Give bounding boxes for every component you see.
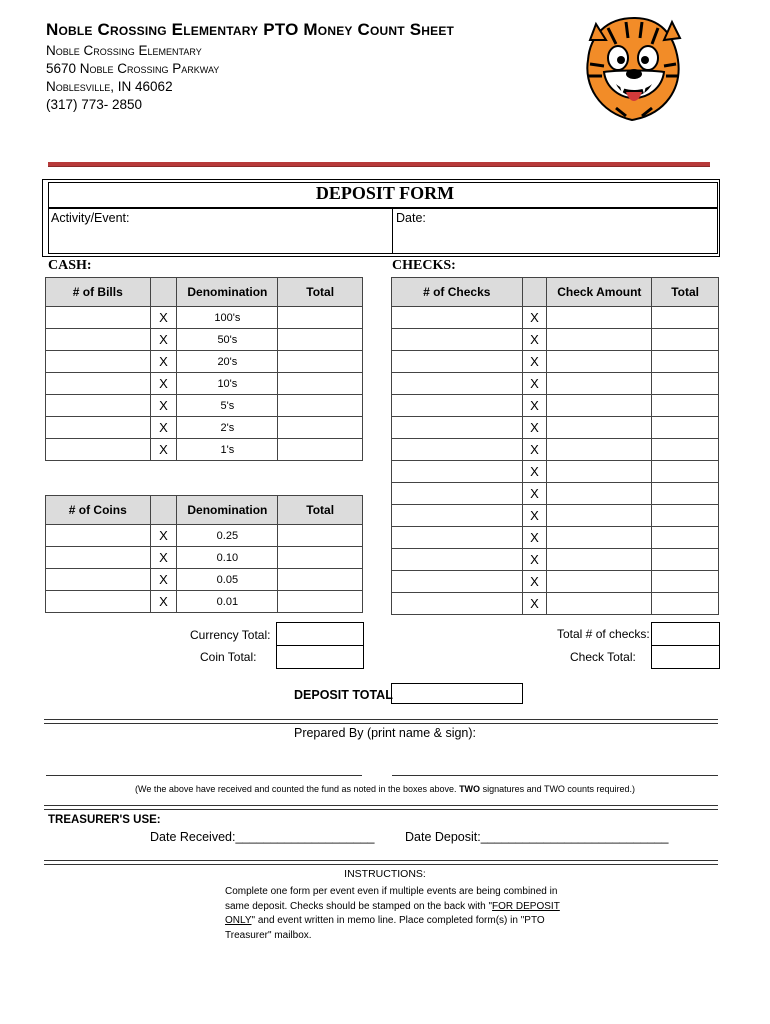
- checks-total-cell[interactable]: [652, 505, 719, 527]
- bills-count-cell[interactable]: [46, 307, 151, 329]
- bills-count-cell[interactable]: [46, 395, 151, 417]
- activity-event-field[interactable]: Activity/Event:: [51, 211, 130, 225]
- deposit-total-label: DEPOSIT TOTAL: [294, 688, 393, 702]
- checks-count-cell[interactable]: [392, 395, 523, 417]
- bills-count-cell[interactable]: [46, 373, 151, 395]
- check-amount-cell[interactable]: [547, 395, 652, 417]
- checks-row: [392, 439, 719, 461]
- bills-denomination-header: Denomination: [177, 278, 278, 307]
- bills-denomination: 100's: [177, 307, 278, 329]
- bills-row: [46, 417, 363, 439]
- bills-x-header: [150, 278, 177, 307]
- checks-row: [392, 505, 719, 527]
- date-field[interactable]: Date:: [396, 211, 426, 225]
- signature-note-end: signatures and TWO counts required.): [480, 784, 635, 794]
- coins-row: [46, 591, 363, 613]
- bills-row: [46, 329, 363, 351]
- checks-total-cell[interactable]: [652, 417, 719, 439]
- checks-total-cell[interactable]: [652, 395, 719, 417]
- activity-date-row: [48, 208, 718, 254]
- check-amount-cell[interactable]: [547, 417, 652, 439]
- bills-total-cell[interactable]: [278, 417, 363, 439]
- bills-x-mark: X: [150, 351, 177, 373]
- check-amount-cell[interactable]: [547, 571, 652, 593]
- checks-count-cell[interactable]: [392, 483, 523, 505]
- checks-row: [392, 571, 719, 593]
- coin-total-label: Coin Total:: [200, 650, 257, 664]
- signature-note-bold: TWO: [459, 784, 481, 794]
- checks-x-mark: X: [522, 527, 547, 549]
- coins-x-header: [150, 496, 177, 525]
- instructions-heading: INSTRUCTIONS:: [344, 868, 426, 880]
- instructions-divider: [44, 860, 718, 865]
- tiger-mascot-logo: [576, 14, 692, 126]
- checks-total-cell[interactable]: [652, 461, 719, 483]
- check-amount-cell[interactable]: [547, 527, 652, 549]
- coins-x-mark: X: [150, 591, 177, 613]
- treasurer-divider: [44, 805, 718, 810]
- school-city: Noblesville, IN 46062: [46, 79, 173, 94]
- coin-total-box[interactable]: [276, 645, 364, 669]
- checks-x-mark: X: [522, 571, 547, 593]
- deposit-form-title: DEPOSIT FORM: [315, 183, 455, 203]
- date-deposit-field[interactable]: Date Deposit:___________________________: [405, 830, 669, 844]
- bills-total-cell[interactable]: [278, 373, 363, 395]
- checks-count-header: # of Checks: [392, 278, 523, 307]
- checks-count-cell[interactable]: [392, 307, 523, 329]
- checks-count-cell[interactable]: [392, 571, 523, 593]
- school-street: 5670 Noble Crossing Parkway: [46, 61, 220, 76]
- checks-count-cell[interactable]: [392, 505, 523, 527]
- prepared-divider: [44, 719, 718, 724]
- signature-note: [0, 784, 770, 794]
- cash-heading: CASH:: [48, 258, 92, 273]
- bills-total-header: Total: [278, 278, 363, 307]
- checks-row: [392, 373, 719, 395]
- coins-x-mark: X: [150, 525, 177, 547]
- coins-denomination: 0.25: [177, 525, 278, 547]
- bills-count-header: # of Bills: [46, 278, 151, 307]
- signature-note-start: (We the above have received and counted the fund as noted in the boxes above.: [135, 784, 460, 794]
- bills-count-cell[interactable]: [46, 351, 151, 373]
- deposit-total-box[interactable]: [391, 683, 523, 704]
- bills-denomination: 1's: [177, 439, 278, 461]
- checks-count-cell[interactable]: [392, 527, 523, 549]
- checks-x-mark: X: [522, 307, 547, 329]
- check-amount-cell[interactable]: [547, 593, 652, 615]
- bills-count-cell[interactable]: [46, 329, 151, 351]
- coins-row: [46, 569, 363, 591]
- checks-count-cell[interactable]: [392, 593, 523, 615]
- instructions-underlined: FOR DEPOSIT ONLY: [225, 900, 560, 926]
- currency-total-box[interactable]: [276, 622, 364, 646]
- checks-total-cell[interactable]: [652, 593, 719, 615]
- coins-x-mark: X: [150, 569, 177, 591]
- checks-count-cell[interactable]: [392, 373, 523, 395]
- checks-table: [391, 277, 719, 615]
- checks-row: [392, 307, 719, 329]
- check-amount-cell[interactable]: [547, 505, 652, 527]
- coins-x-mark: X: [150, 547, 177, 569]
- checks-row: [392, 329, 719, 351]
- checks-total-cell[interactable]: [652, 571, 719, 593]
- coins-denomination: 0.10: [177, 547, 278, 569]
- coins-total-cell[interactable]: [278, 591, 363, 613]
- coins-count-cell[interactable]: [46, 569, 151, 591]
- checks-x-header: [522, 278, 547, 307]
- school-phone: (317) 773- 2850: [46, 97, 143, 112]
- checks-row: [392, 483, 719, 505]
- checks-total-cell[interactable]: [652, 329, 719, 351]
- check-total-box[interactable]: [651, 645, 720, 669]
- checks-total-cell[interactable]: [652, 307, 719, 329]
- bills-count-cell[interactable]: [46, 417, 151, 439]
- treasurer-heading: TREASURER'S USE:: [48, 814, 161, 826]
- check-amount-cell[interactable]: [547, 461, 652, 483]
- checks-count-cell[interactable]: [392, 329, 523, 351]
- bills-denomination: 10's: [177, 373, 278, 395]
- date-received-field[interactable]: Date Received:____________________: [150, 830, 375, 844]
- header-rule: [48, 162, 710, 167]
- checks-row: [392, 395, 719, 417]
- coins-denomination: 0.05: [177, 569, 278, 591]
- signature-line-1[interactable]: [46, 775, 362, 776]
- total-checks-box[interactable]: [651, 622, 720, 646]
- bills-x-mark: X: [150, 439, 177, 461]
- checks-x-mark: X: [522, 505, 547, 527]
- checks-count-cell[interactable]: [392, 461, 523, 483]
- checks-x-mark: X: [522, 483, 547, 505]
- currency-total-label: Currency Total:: [190, 628, 271, 642]
- coins-count-cell[interactable]: [46, 591, 151, 613]
- bills-table: [45, 277, 363, 461]
- bills-denomination: 2's: [177, 417, 278, 439]
- checks-total-cell[interactable]: [652, 483, 719, 505]
- bills-row: [46, 351, 363, 373]
- checks-total-cell[interactable]: [652, 373, 719, 395]
- bills-x-mark: X: [150, 395, 177, 417]
- check-amount-cell[interactable]: [547, 351, 652, 373]
- checks-total-cell[interactable]: [652, 351, 719, 373]
- checks-total-cell[interactable]: [652, 439, 719, 461]
- coins-total-header: Total: [278, 496, 363, 525]
- check-amount-header: Check Amount: [547, 278, 652, 307]
- coins-count-cell[interactable]: [46, 547, 151, 569]
- checks-x-mark: X: [522, 351, 547, 373]
- checks-x-mark: X: [522, 395, 547, 417]
- checks-total-cell[interactable]: [652, 527, 719, 549]
- bills-total-cell[interactable]: [278, 439, 363, 461]
- coins-total-cell[interactable]: [278, 569, 363, 591]
- checks-x-mark: X: [522, 417, 547, 439]
- instructions-text: [225, 885, 575, 943]
- coins-denomination-header: Denomination: [177, 496, 278, 525]
- check-amount-cell[interactable]: [547, 439, 652, 461]
- prepared-by-label: Prepared By (print name & sign):: [293, 726, 477, 740]
- check-amount-cell[interactable]: [547, 307, 652, 329]
- coins-row: [46, 547, 363, 569]
- checks-count-cell[interactable]: [392, 351, 523, 373]
- bills-total-cell[interactable]: [278, 351, 363, 373]
- checks-total-header: Total: [652, 278, 719, 307]
- coins-table: [45, 495, 363, 613]
- checks-row: [392, 461, 719, 483]
- bills-row: [46, 373, 363, 395]
- coins-total-cell[interactable]: [278, 547, 363, 569]
- bills-row: [46, 307, 363, 329]
- checks-x-mark: X: [522, 373, 547, 395]
- checks-x-mark: X: [522, 329, 547, 351]
- coins-total-cell[interactable]: [278, 525, 363, 547]
- coins-row: [46, 525, 363, 547]
- check-amount-cell[interactable]: [547, 549, 652, 571]
- checks-row: [392, 593, 719, 615]
- check-amount-cell[interactable]: [547, 373, 652, 395]
- coins-denomination: 0.01: [177, 591, 278, 613]
- bills-count-cell[interactable]: [46, 439, 151, 461]
- checks-count-cell[interactable]: [392, 439, 523, 461]
- bills-total-cell[interactable]: [278, 307, 363, 329]
- checks-x-mark: X: [522, 593, 547, 615]
- checks-row: [392, 527, 719, 549]
- school-address: [46, 42, 219, 114]
- check-amount-cell[interactable]: [547, 483, 652, 505]
- bills-x-mark: X: [150, 417, 177, 439]
- page-title: Noble Crossing Elementary PTO Money Count Sheet: [46, 20, 455, 39]
- checks-row: [392, 417, 719, 439]
- coins-count-cell[interactable]: [46, 525, 151, 547]
- bills-total-cell[interactable]: [278, 329, 363, 351]
- checks-count-cell[interactable]: [392, 549, 523, 571]
- checks-x-mark: X: [522, 439, 547, 461]
- checks-x-mark: X: [522, 549, 547, 571]
- checks-x-mark: X: [522, 461, 547, 483]
- bills-x-mark: X: [150, 307, 177, 329]
- instructions-text-1: Complete one form per event even if multiple events are being combined in same deposit. Checks should be stamped on the back with ": [225, 886, 558, 912]
- bills-row: [46, 439, 363, 461]
- checks-heading: CHECKS:: [392, 258, 456, 273]
- school-name: Noble Crossing Elementary: [46, 43, 202, 58]
- checks-row: [392, 549, 719, 571]
- coins-count-header: # of Coins: [46, 496, 151, 525]
- bills-row: [46, 395, 363, 417]
- instructions-text-2: " and event written in memo line. Place completed form(s) in "PTO Treasurer" mailbox.: [225, 915, 545, 941]
- bills-denomination: 5's: [177, 395, 278, 417]
- check-amount-cell[interactable]: [547, 329, 652, 351]
- bills-total-cell[interactable]: [278, 395, 363, 417]
- bills-denomination: 50's: [177, 329, 278, 351]
- checks-total-cell[interactable]: [652, 549, 719, 571]
- bills-x-mark: X: [150, 373, 177, 395]
- check-total-label: Check Total:: [570, 650, 636, 664]
- checks-row: [392, 351, 719, 373]
- signature-line-2[interactable]: [392, 775, 718, 776]
- bills-denomination: 20's: [177, 351, 278, 373]
- checks-count-cell[interactable]: [392, 417, 523, 439]
- total-checks-label: Total # of checks:: [557, 627, 650, 641]
- date-divider: [392, 208, 393, 254]
- bills-x-mark: X: [150, 329, 177, 351]
